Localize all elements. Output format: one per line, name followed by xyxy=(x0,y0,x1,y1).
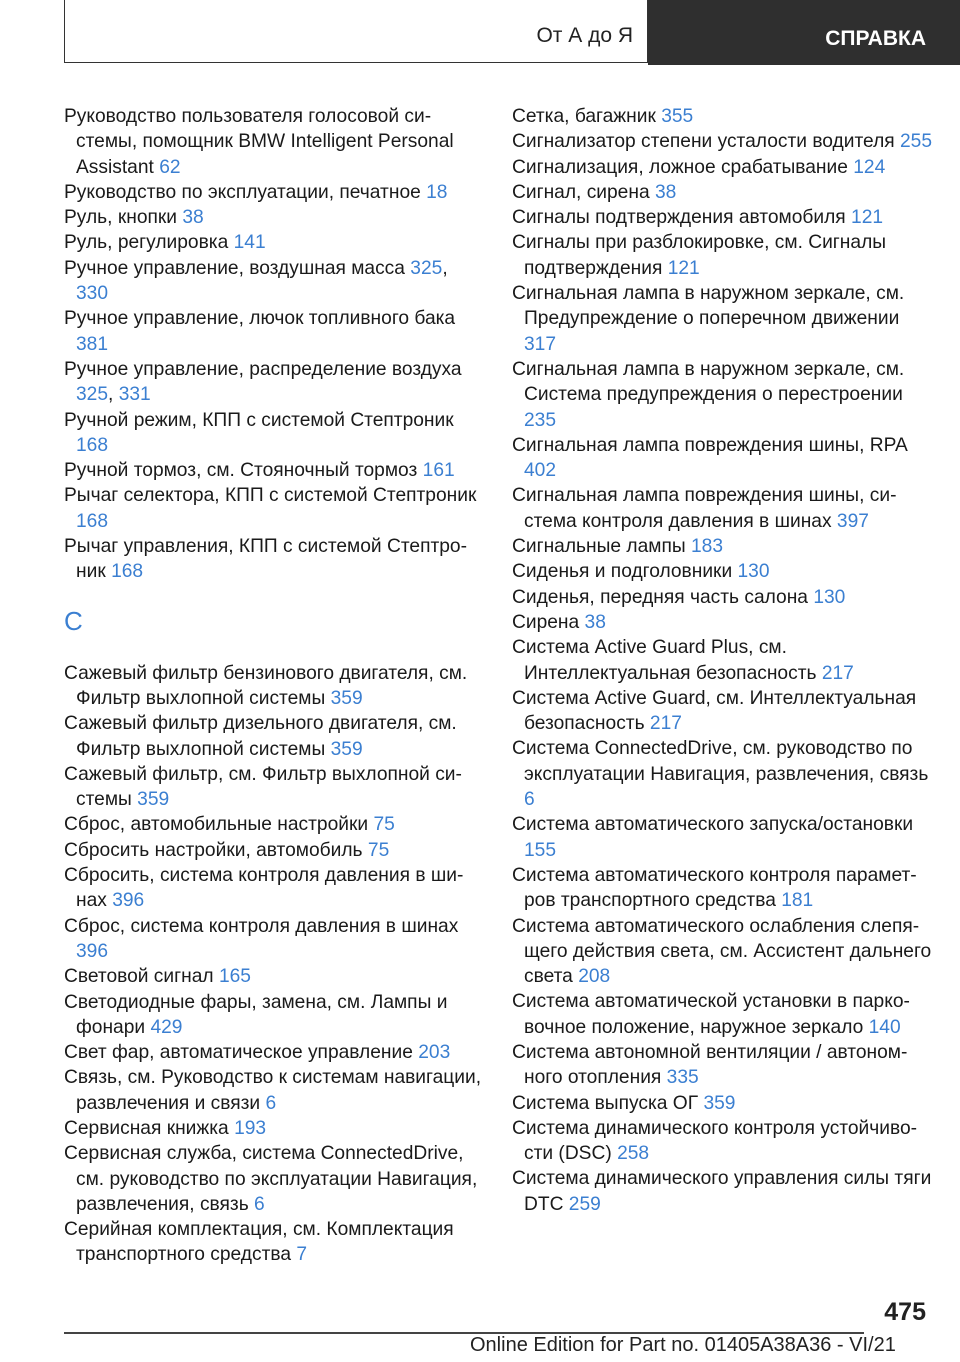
page-link[interactable]: 359 xyxy=(137,789,170,811)
entry-term: Сигналы при разблокировке, см. Сигналы подтверждения xyxy=(512,232,887,279)
index-entry xyxy=(64,964,484,989)
page-link[interactable]: 121 xyxy=(667,257,700,279)
index-entry xyxy=(512,1040,932,1091)
page-link[interactable]: 75 xyxy=(373,814,395,836)
page-link[interactable]: 203 xyxy=(418,1042,451,1064)
page-link[interactable]: 325 xyxy=(410,257,443,279)
footer-edition: Online Edition for Part no. 01405A38A36 - VI/21 xyxy=(470,1334,896,1356)
index-entry xyxy=(64,104,484,180)
entry-term: Сажевый фильтр бензинового двигателя, см. Фильтр выхлопной системы xyxy=(64,662,468,709)
page-link[interactable]: 381 xyxy=(76,333,109,355)
index-entry xyxy=(64,205,484,230)
index-entry xyxy=(64,1116,484,1141)
index-entry xyxy=(64,408,484,459)
page-link[interactable]: 331 xyxy=(118,384,151,406)
entry-term: Сервисная служба, система ConnectedDrive, см. руководство по эксплуатации Навигация, развлечения, связь xyxy=(64,1143,478,1215)
page-link[interactable]: 255 xyxy=(900,131,933,153)
entry-term: Система Active Guard Plus, см. Интеллектуальная безопасность xyxy=(512,637,817,684)
index-entry xyxy=(64,838,484,863)
entry-term: Серийная комплектация, см. Комплектация транспортного средства xyxy=(64,1219,454,1266)
page-link[interactable]: 429 xyxy=(150,1016,183,1038)
index-entry: Ручное управление, воздушная масса 325, 330 xyxy=(64,257,448,305)
entry-term: Сбросить, система контроля давления в шинах xyxy=(64,865,464,912)
page-link[interactable]: 18 xyxy=(426,181,448,203)
page-link[interactable]: 161 xyxy=(422,460,455,482)
index-entry xyxy=(512,736,932,812)
page-link[interactable]: 155 xyxy=(524,839,557,861)
page-link[interactable]: 130 xyxy=(737,561,770,583)
entry-term: Система автоматического контроля параметров транспортного средства xyxy=(512,864,917,912)
entry-term: Сиденья, передняя часть салона xyxy=(512,586,808,608)
index-entry xyxy=(512,989,932,1040)
page-link[interactable]: 396 xyxy=(76,940,109,962)
page-link[interactable]: 165 xyxy=(218,966,251,988)
page-link[interactable]: 140 xyxy=(868,1016,901,1038)
page-link[interactable]: 359 xyxy=(703,1092,736,1114)
entry-term: Световой сигнал xyxy=(64,966,214,988)
page-number: 475 xyxy=(884,1298,926,1326)
page-link[interactable]: 359 xyxy=(330,738,363,760)
index-entry xyxy=(512,1116,932,1167)
entry-term: Сирена xyxy=(512,611,580,633)
index-entry xyxy=(512,483,932,534)
page-link[interactable]: 217 xyxy=(649,713,682,735)
index-entry xyxy=(512,104,932,129)
entry-term: Сигнализатор степени усталости водителя xyxy=(512,131,895,153)
index-entry xyxy=(512,534,932,559)
page-link[interactable]: 355 xyxy=(661,106,694,127)
index-column-left xyxy=(64,104,484,1268)
index-entry xyxy=(64,483,484,534)
page-link[interactable]: 397 xyxy=(836,510,869,532)
entry-term: Сброс, автомобильные настройки xyxy=(64,814,369,836)
index-entry xyxy=(512,155,932,180)
entry-term: Сигнальные лампы xyxy=(512,536,686,558)
index-entry xyxy=(512,686,932,737)
entry-term: Руководство пользователя голосовой системы, помощник BMW Intelligent Personal Assistant xyxy=(64,106,454,178)
entry-term: Сигнальная лампа повреждения шины, RPA xyxy=(512,434,907,456)
index-group-r xyxy=(64,104,484,585)
page-link[interactable]: 121 xyxy=(851,207,884,229)
page-link[interactable]: 217 xyxy=(821,662,854,684)
index-entry xyxy=(64,990,484,1041)
index-entry xyxy=(64,180,484,205)
index-column-right xyxy=(512,104,932,1217)
entry-term: Сиденья и подголовники xyxy=(512,561,733,583)
page-link[interactable]: 193 xyxy=(234,1117,267,1139)
index-entry xyxy=(64,711,484,762)
entry-term: Руководство по эксплуатации, печатное xyxy=(64,181,421,203)
entry-term: Система Active Guard, см. Интеллектуальная безопасность xyxy=(512,687,917,735)
header-tabs xyxy=(64,0,960,65)
entry-term: Связь, см. Руководство к системам навигации, развлечения и связи xyxy=(64,1067,482,1114)
page-link[interactable]: 38 xyxy=(182,207,204,229)
entry-term: Сигналы подтверждения автомобиля xyxy=(512,207,846,229)
page-link[interactable]: 359 xyxy=(330,687,363,709)
entry-term: Сброс, система контроля давления в шинах xyxy=(64,915,459,937)
entry-term: Ручное управление, лючок топливного бака xyxy=(64,308,456,330)
entry-term: Ручное управление, воздушная масса xyxy=(64,257,405,279)
page-link[interactable]: 259 xyxy=(568,1193,601,1215)
page-link[interactable]: 168 xyxy=(76,510,109,532)
index-entry xyxy=(512,610,932,635)
entry-term: Сигнальная лампа в наружном зеркале, см. Система предупреждения о перестроении xyxy=(512,358,905,406)
entry-term: Сажевый фильтр дизельного двигателя, см. Фильтр выхлопной системы xyxy=(64,713,457,760)
section-letter: С xyxy=(64,605,83,636)
page-link[interactable]: 7 xyxy=(296,1244,308,1266)
index-entry xyxy=(512,433,932,484)
index-entry xyxy=(64,863,484,914)
page-link[interactable]: 124 xyxy=(853,156,886,178)
entry-term: Система динамического контроля устойчивости (DSC) xyxy=(512,1117,918,1165)
index-entry xyxy=(512,230,932,281)
entry-term: Рычаг управления, КПП с системой Стептроник xyxy=(64,536,467,583)
entry-term: Сигнализация, ложное срабатывание xyxy=(512,156,848,178)
index-entry xyxy=(512,635,932,686)
entry-term: Сигнальная лампа повреждения шины, система контроля давления в шинах xyxy=(512,485,897,532)
entry-term: Система автономной вентиляции / автономного отопления xyxy=(512,1041,908,1089)
page-link[interactable]: 141 xyxy=(233,232,266,254)
page-link[interactable]: 38 xyxy=(584,611,606,633)
page-link[interactable]: 183 xyxy=(691,536,724,558)
index-entry xyxy=(64,1040,484,1065)
page-link[interactable]: 402 xyxy=(524,460,557,482)
entry-term: Ручной режим, КПП с системой Стептроник xyxy=(64,409,454,431)
index-entry xyxy=(512,812,932,863)
index-entry xyxy=(512,559,932,584)
entry-term: Сигнал, сирена xyxy=(512,181,650,203)
entry-term: Система автоматического запуска/остановки xyxy=(512,814,914,836)
index-entry xyxy=(64,1217,484,1268)
entry-term: Ручное управление, распределение воздуха xyxy=(64,358,462,380)
index-entry xyxy=(64,230,484,255)
index-entry xyxy=(64,534,484,585)
page-link[interactable]: 6 xyxy=(254,1193,265,1215)
index-entry xyxy=(64,914,484,965)
index-entry xyxy=(64,458,484,483)
entry-term: Сбросить настройки, автомобиль xyxy=(64,839,363,861)
page-link[interactable]: 317 xyxy=(524,333,557,355)
index-entry xyxy=(64,762,484,813)
entry-term: Руль, кнопки xyxy=(64,207,177,229)
index-entry xyxy=(512,129,932,154)
page-link[interactable]: 62 xyxy=(159,156,181,178)
page-link[interactable]: 75 xyxy=(367,839,390,861)
index-entry xyxy=(64,661,484,712)
entry-term: Руль, регулировка xyxy=(64,232,229,254)
page-link[interactable]: 6 xyxy=(265,1092,277,1114)
page-link[interactable]: 168 xyxy=(76,434,109,456)
entry-term: Система выпуска ОГ xyxy=(512,1092,699,1114)
page-link[interactable]: 168 xyxy=(111,561,144,583)
tab-reference[interactable]: СПРАВКА xyxy=(648,0,960,65)
index-group-s-continued xyxy=(512,104,932,1217)
page-link[interactable]: 208 xyxy=(578,966,611,988)
index-entry xyxy=(512,914,932,990)
entry-term: Сигнальная лампа в наружном зеркале, см. Предупреждение о поперечном движении xyxy=(512,283,905,330)
entry-term: Ручной тормоз, см. Стояночный тормоз xyxy=(64,460,418,482)
page-link[interactable]: 325 xyxy=(76,384,109,406)
page-link[interactable]: 330 xyxy=(76,283,109,305)
index-group-s xyxy=(64,661,484,1268)
index-entry: Ручное управление, распределение воздуха 325, 331 xyxy=(64,358,462,406)
index-entry xyxy=(64,812,484,837)
index-entry xyxy=(512,863,932,914)
entry-term: Рычаг селектора, КПП с системой Стептроник xyxy=(64,485,477,507)
entry-term: Сажевый фильтр, см. Фильтр выхлопной системы xyxy=(64,763,462,811)
entry-term: Система динамического управления силы тяги DTC xyxy=(512,1168,932,1215)
page-link[interactable]: 130 xyxy=(813,586,846,608)
index-entry xyxy=(64,1141,484,1217)
index-entry xyxy=(64,306,484,357)
index-entry xyxy=(512,1091,932,1116)
index-entry xyxy=(512,585,932,610)
entry-term: Светодиодные фары, замена, см. Лампы и фонари xyxy=(64,991,448,1038)
index-entry xyxy=(512,180,932,205)
entry-term: Сетка, багажник xyxy=(512,106,656,127)
entry-term: Система автоматического ослабления слепящего действия света, см. Ассистент дальнего света xyxy=(512,915,932,988)
index-entry xyxy=(512,357,932,433)
entry-term: Система автоматической установки в парковочное положение, наружное зеркало xyxy=(512,991,910,1038)
tab-a-to-z[interactable]: От А до Я xyxy=(64,0,648,63)
page-link[interactable]: 38 xyxy=(654,181,677,203)
page-link[interactable]: 6 xyxy=(524,789,535,811)
entry-term: Система ConnectedDrive, см. руководство по эксплуатации Навигация, развлечения, связь xyxy=(512,738,929,785)
entry-term: Сервисная книжка xyxy=(64,1117,229,1139)
entry-term: Свет фар, автоматическое управление xyxy=(64,1042,413,1064)
index-entry xyxy=(512,205,932,230)
index-entry xyxy=(512,281,932,357)
page-link[interactable]: 335 xyxy=(666,1067,699,1089)
page-link[interactable]: 396 xyxy=(112,890,145,912)
page-link[interactable]: 235 xyxy=(524,409,557,431)
index-entry xyxy=(512,1166,932,1217)
index-entry xyxy=(64,1065,484,1116)
page-link[interactable]: 181 xyxy=(781,890,814,912)
page-link[interactable]: 258 xyxy=(617,1143,650,1165)
